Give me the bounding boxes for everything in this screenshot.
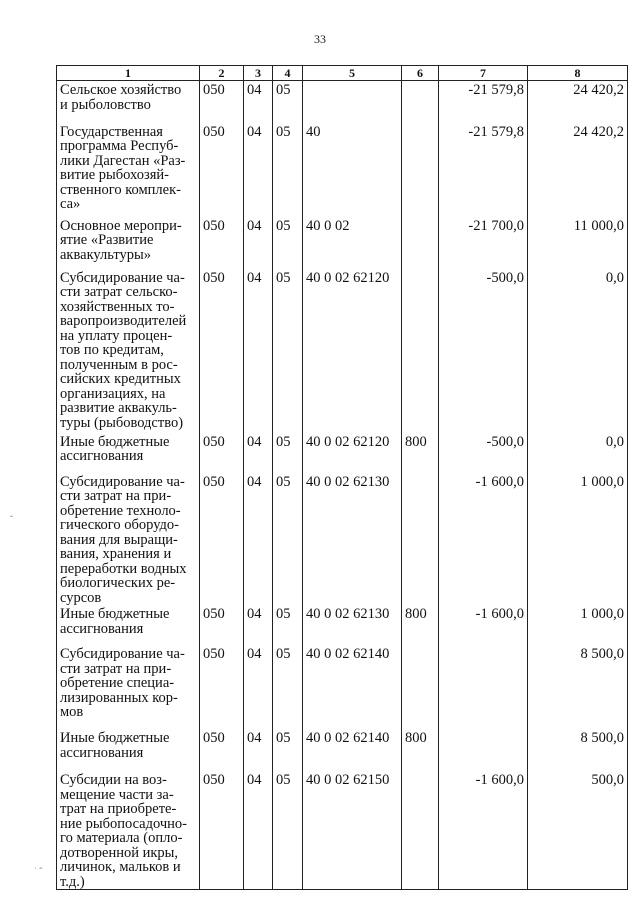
row-name-line: Субсидирование ча- — [60, 646, 185, 662]
total-amount-cell: 0,0 — [528, 269, 628, 433]
row-name-line: полученным в рос- — [60, 356, 178, 373]
row-name-line: личинок, мальков и — [60, 859, 181, 875]
header-col-2: 2 — [200, 66, 244, 81]
table-body — [57, 81, 628, 890]
section-code-cell: 050 — [200, 123, 244, 217]
row-name-line: сийских кредитных — [60, 371, 181, 387]
row-name-line: витие рыбохозяй- — [60, 167, 169, 183]
row-name-cell — [57, 605, 200, 645]
header-col-3: 3 — [244, 66, 273, 81]
row-name-line: мещение части за- — [60, 786, 174, 803]
target-article-cell: 40 0 02 62140 — [303, 729, 402, 771]
row-name-line: и рыболовство — [60, 96, 151, 113]
item-code-cell: 05 — [273, 433, 303, 473]
margin-mark: ˇ — [10, 514, 13, 524]
expense-type-cell — [402, 217, 439, 269]
target-article-cell: 40 0 02 62120 — [303, 433, 402, 473]
row-name-line: Иные бюджетные — [60, 606, 170, 622]
row-name-line: тов по кредитам, — [60, 342, 164, 358]
item-code-cell: 05 — [273, 729, 303, 771]
total-amount-cell: 24 420,2 — [528, 123, 628, 217]
row-name-line: сти затрат на при- — [60, 660, 172, 677]
row-name-line: Иные бюджетные — [60, 433, 170, 450]
subsection-code-cell: 04 — [244, 269, 273, 433]
table-row — [57, 123, 628, 217]
table-row — [57, 217, 628, 269]
item-code-cell: 05 — [273, 81, 303, 123]
row-name-line: ние рыбопосадочно- — [60, 815, 188, 832]
total-amount-cell: 1 000,0 — [528, 605, 628, 645]
row-name-line: вания, хранения и — [60, 546, 172, 562]
table-header — [57, 66, 628, 81]
section-code-cell: 050 — [200, 433, 244, 473]
row-name-cell — [57, 645, 200, 729]
total-amount-cell: 11 000,0 — [528, 217, 628, 269]
subsection-code-cell: 04 — [244, 729, 273, 771]
target-article-cell: 40 — [303, 123, 402, 217]
row-name-line: обретение специа- — [60, 675, 175, 691]
section-code-cell: 050 — [200, 473, 244, 606]
row-name-line: дотворенной икры, — [60, 844, 179, 861]
expense-type-cell: 800 — [402, 433, 439, 473]
target-article-cell: 40 0 02 62130 — [303, 473, 402, 606]
item-code-cell: 05 — [273, 269, 303, 433]
header-col-6: 6 — [402, 66, 439, 81]
table-row — [57, 605, 628, 645]
page-number: 33 — [314, 32, 326, 46]
row-name-line: трат на приобрете- — [60, 801, 177, 817]
target-article-cell: 40 0 02 62130 — [303, 605, 402, 645]
item-code-cell: 05 — [273, 771, 303, 890]
header-row — [57, 66, 628, 81]
total-amount-cell: 500,0 — [528, 771, 628, 890]
row-name-line: ятие «Развитие — [60, 232, 154, 248]
subsection-code-cell: 04 — [244, 81, 273, 123]
margin-mark: ˙ ˆ — [34, 866, 43, 876]
row-name-line: обретение техноло- — [60, 502, 181, 519]
row-name-line: на уплату процен- — [60, 327, 173, 344]
change-amount-cell: -21 579,8 — [439, 81, 528, 123]
expense-type-cell — [402, 473, 439, 606]
expense-type-cell — [402, 645, 439, 729]
row-name-line: развитие аквакуль- — [60, 400, 177, 416]
table-row — [57, 433, 628, 473]
row-name-line: лизированных кор- — [60, 689, 178, 706]
row-name-cell — [57, 123, 200, 217]
row-name-line: биологических ре- — [60, 575, 176, 591]
row-name-cell — [57, 771, 200, 890]
subsection-code-cell: 04 — [244, 433, 273, 473]
total-amount-cell: 0,0 — [528, 433, 628, 473]
item-code-cell: 05 — [273, 473, 303, 606]
table-row — [57, 771, 628, 890]
row-name-line: Субсидии на воз- — [60, 772, 167, 788]
section-code-cell: 050 — [200, 81, 244, 123]
row-name-line: переработки водных — [60, 560, 187, 577]
subsection-code-cell: 04 — [244, 217, 273, 269]
subsection-code-cell: 04 — [244, 771, 273, 890]
item-code-cell: 05 — [273, 123, 303, 217]
header-col-8: 8 — [528, 66, 628, 81]
section-code-cell: 050 — [200, 645, 244, 729]
subsection-code-cell: 04 — [244, 645, 273, 729]
row-name-line: ассигнования — [60, 744, 144, 761]
item-code-cell: 05 — [273, 605, 303, 645]
row-name-line: ассигнования — [60, 620, 144, 637]
row-name-cell — [57, 269, 200, 433]
row-name-line: Основное меропри- — [60, 217, 182, 234]
target-article-cell: 40 0 02 62120 — [303, 269, 402, 433]
header-col-1: 1 — [57, 66, 200, 81]
row-name-line: Субсидирование ча- — [60, 269, 185, 286]
expense-type-cell — [402, 771, 439, 890]
row-name-line: Субсидирование ча- — [60, 473, 185, 490]
row-name-line: сти затрат на при- — [60, 488, 172, 504]
row-name-line: программа Респуб- — [60, 138, 179, 154]
target-article-cell: 40 0 02 — [303, 217, 402, 269]
total-amount-cell: 8 500,0 — [528, 645, 628, 729]
target-article-cell: 40 0 02 62140 — [303, 645, 402, 729]
row-name-cell — [57, 433, 200, 473]
change-amount-cell: -500,0 — [439, 433, 528, 473]
change-amount-cell: -21 579,8 — [439, 123, 528, 217]
section-code-cell: 050 — [200, 269, 244, 433]
row-name-cell — [57, 473, 200, 606]
total-amount-cell: 8 500,0 — [528, 729, 628, 771]
item-code-cell: 05 — [273, 217, 303, 269]
row-name-line: са» — [60, 196, 81, 212]
expense-type-cell — [402, 123, 439, 217]
change-amount-cell: -21 700,0 — [439, 217, 528, 269]
expense-type-cell — [402, 269, 439, 433]
row-name-line: ственного комплек- — [60, 181, 181, 198]
header-col-7: 7 — [439, 66, 528, 81]
row-name-line: ассигнования — [60, 448, 144, 464]
section-code-cell: 050 — [200, 605, 244, 645]
row-name-line: лики Дагестан «Раз- — [60, 152, 186, 169]
change-amount-cell: -1 600,0 — [439, 771, 528, 890]
row-name-line: организациях, на — [60, 385, 166, 402]
row-name-line: вания для выращи- — [60, 531, 178, 548]
row-name-line: сти затрат сельско- — [60, 284, 178, 300]
row-name-line: мов — [60, 704, 84, 720]
row-name-line: Иные бюджетные — [60, 730, 170, 746]
subsection-code-cell: 04 — [244, 123, 273, 217]
row-name-line: туры (рыбоводство) — [60, 414, 184, 431]
row-name-line: варопроизводителей — [60, 313, 187, 329]
table-row — [57, 729, 628, 771]
section-code-cell: 050 — [200, 217, 244, 269]
row-name-line: го материала (опло- — [60, 830, 183, 846]
row-name-cell — [57, 217, 200, 269]
row-name-line: т.д.) — [60, 873, 85, 890]
total-amount-cell: 24 420,2 — [528, 81, 628, 123]
row-name-line: Сельское хозяйство — [60, 82, 182, 98]
subsection-code-cell: 04 — [244, 473, 273, 606]
table-row — [57, 81, 628, 123]
item-code-cell: 05 — [273, 645, 303, 729]
subsection-code-cell: 04 — [244, 605, 273, 645]
row-name-line: сурсов — [60, 589, 102, 605]
table-row — [57, 645, 628, 729]
expense-type-cell — [402, 81, 439, 123]
change-amount-cell: -1 600,0 — [439, 473, 528, 606]
row-name-cell — [57, 729, 200, 771]
expense-type-cell: 800 — [402, 605, 439, 645]
change-amount-cell — [439, 645, 528, 729]
row-name-line: хозяйственных то- — [60, 298, 175, 315]
total-amount-cell: 1 000,0 — [528, 473, 628, 606]
row-name-line: Государственная — [60, 123, 163, 140]
change-amount-cell: -1 600,0 — [439, 605, 528, 645]
header-col-5: 5 — [303, 66, 402, 81]
budget-table — [56, 65, 628, 890]
section-code-cell: 050 — [200, 729, 244, 771]
header-col-4: 4 — [273, 66, 303, 81]
row-name-line: гического оборудо- — [60, 517, 179, 533]
change-amount-cell: -500,0 — [439, 269, 528, 433]
table-row — [57, 269, 628, 433]
section-code-cell: 050 — [200, 771, 244, 890]
change-amount-cell — [439, 729, 528, 771]
expense-type-cell: 800 — [402, 729, 439, 771]
row-name-line: аквакультуры» — [60, 246, 151, 263]
target-article-cell — [303, 81, 402, 123]
row-name-cell — [57, 81, 200, 123]
table-row — [57, 473, 628, 606]
target-article-cell: 40 0 02 62150 — [303, 771, 402, 890]
